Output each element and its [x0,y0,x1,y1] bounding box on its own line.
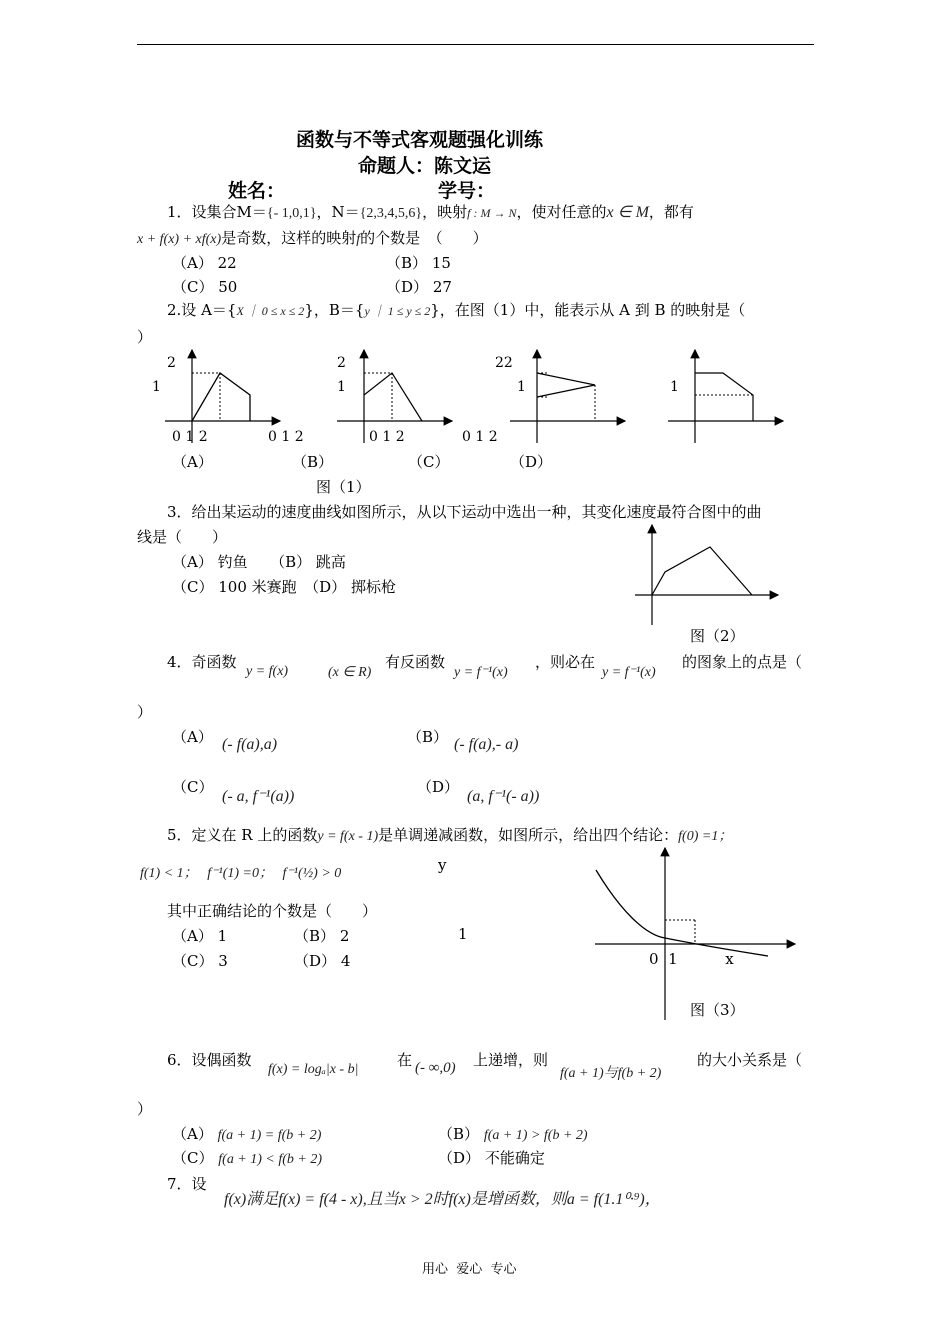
q4-close: ） [137,703,153,721]
option-value: 22 [217,254,237,272]
q5-pre: 5．定义在 R 上的函数 [167,826,318,844]
figure-1-caption: 图（1） [316,478,371,496]
q5-func: y = f(x - 1) [317,829,379,844]
q5-y-label: y [438,856,447,874]
q5-option-d [294,950,350,971]
name-label: 姓名： [228,180,286,202]
option-value: f(a + 1) = f(b + 2) [217,1128,322,1143]
graph-c-y1: 1 [517,379,526,395]
set-a: X ｜ 0 ≤ x ≤ 2 [236,304,305,318]
q5-graph-one: 1 [458,925,468,943]
option-value: 27 [432,278,452,296]
graph-c-y2: 22 [495,355,513,371]
graph-ab-between: 0 1 2 [268,429,304,445]
q6-compare: f(a + 1)与f(b + 2) [560,1066,662,1081]
q1-expr: x + f(x) + xf(x) [137,232,222,247]
graph-a-y1: 1 [152,379,161,395]
option-label: （B） [294,927,336,945]
fig1-label-b: （B） [292,453,334,471]
option-label: （B） [438,1125,480,1143]
option-value: 50 [218,278,238,296]
q2-close: ） [137,328,153,346]
q6-interval: (- ∞,0) [415,1060,456,1076]
q2-mid: }，B＝{ [304,301,365,319]
q5-c3: f⁻¹(1) =0； [207,866,273,881]
q5-c4: f⁻¹(½) > 0 [282,866,342,881]
graph-b-y2: 2 [337,355,346,371]
q1-line1 [167,201,694,222]
set-m-values: - 1,0,1 [273,206,310,221]
q5-c2: f(1) < 1； [140,866,198,881]
q6-close: ） [137,1100,153,1118]
option-label: （D） [294,952,337,970]
option-value: 15 [431,254,451,272]
option-value: 1 [217,927,228,945]
q1-f: f [356,232,361,247]
figure-1 [140,345,800,445]
q1-option-b [386,252,451,273]
option-label: （C） [172,1149,214,1167]
q4-pre: 4．奇函数 [167,653,237,671]
q6-post: 的大小关系是（ [697,1051,803,1069]
option-value: f(a + 1) < f(b + 2) [218,1152,323,1167]
q5-question: 其中正确结论的个数是（ ） [167,902,378,920]
option-label: （A） [172,1125,213,1143]
q5-graph-x: 0 1 x [649,950,734,968]
figure-3 [590,840,800,1025]
q4-f3: y = f⁻¹(x) [602,665,656,680]
q5-c1: f(0) =1； [678,829,733,844]
q5-option-a [172,925,227,946]
option-value: 2 [339,927,350,945]
set-b: y ｜ 1 ≤ y ≤ 2 [364,304,431,318]
option-value: 3 [218,952,228,970]
q4-post: 的图象上的点是（ [682,653,803,671]
q4-option-d-value: (a, f⁻¹(- a)) [467,788,540,805]
graph-a-y2: 2 [167,355,176,371]
q6-inc: 上递增，则 [473,1051,549,1069]
q6-option-d [438,1147,545,1168]
graph-d-y1: 1 [670,379,679,395]
q4-f1: y = f(x) [246,664,289,679]
graph-b-y1: 1 [337,379,346,395]
x-in-m: x ∈ M [606,204,649,221]
q6-option-b [438,1123,588,1144]
option-value: 不能确定 [484,1149,545,1167]
q4-f2: y = f⁻¹(x) [454,665,508,680]
option-label: （D） [438,1149,481,1167]
q3-line2: 线是（ ） [137,528,228,546]
q2-pre: 2.设 A＝{ [167,301,237,319]
graph-d [668,350,783,443]
q4-option-a-value: (- f(a),a) [222,736,278,753]
q1-option-c [172,276,237,297]
fig1-label-c: （C） [408,453,450,471]
q4-option-b-value: (- f(a),- a) [454,736,519,753]
option-label: （C） [172,278,214,296]
q4-line1 [167,651,237,672]
graph-a-x: 0 1 2 [172,429,208,445]
q5-option-c [172,950,228,971]
figure-2-caption: 图（2） [690,627,745,645]
q7-body: f(x)满足f(x) = f(4 - x),且当x > 2时f(x)是增函数，则a = f(1.1⁰·⁹)， [224,1191,661,1208]
q4-then: ，则必在 [535,653,596,671]
q4-option-a-label: （A） [172,728,213,746]
page-footer: 用心 爱心 专心 [422,1262,517,1277]
q4-option-b-label: （B） [407,728,449,746]
q6-func: f(x) = logₐ|x - b| [268,1062,359,1077]
graph-a [152,350,304,445]
q5-line2 [140,862,341,882]
q1-pre: 1．设集合M＝ [167,203,267,221]
set-n-values: 2,3,4,5,6 [366,206,416,221]
option-label: （B） [386,254,428,272]
fig1-label-d: （D） [510,453,553,471]
q3-options-cd: （C） 100 米赛跑 （D） 掷标枪 [172,578,396,596]
q4-domain: (x ∈ R) [328,665,372,680]
q5-post: 是单调递减函数，如图所示，给出四个结论： [378,826,679,844]
q1-n-eq: ，N＝ [316,203,360,221]
set-m: {- 1,0,1} [266,206,317,221]
q1-line2 [137,227,488,248]
q3-line1: 3．给出某运动的速度曲线如图所示，从以下运动中选出一种，其变化速度最符合图中的曲 [167,503,762,521]
graph-cd-between: 0 1 2 [462,429,498,445]
q1-any-text: ，使对任意的 [516,203,607,221]
q1-have-text: ，都有 [648,203,694,221]
q1-option-d [386,276,452,297]
figure-2 [630,520,780,630]
option-label: （A） [172,254,213,272]
option-label: （C） [172,952,214,970]
q4-option-d-label: （D） [417,778,460,796]
option-value: f(a + 1) > f(b + 2) [483,1128,588,1143]
figure-3-caption: 图（3） [690,1001,745,1019]
q6-option-c [172,1147,322,1168]
q1-map-text: ，映射 [422,203,468,221]
author-line: 命题人：陈文运 [358,155,492,177]
q3-options-ab: （A） 钓鱼 （B） 跳高 [172,553,346,571]
q2-post: }，在图（1）中，能表示从 A 到 B 的映射是（ [430,301,746,319]
option-value: 4 [340,952,351,970]
q1-option-a [172,252,237,273]
q4-option-c-label: （C） [172,778,214,796]
q4-mid: 有反函数 [385,653,446,671]
page-title: 函数与不等式客观题强化训练 [296,129,544,151]
graph-b-x: 0 1 2 [369,429,405,445]
q4-option-c-value: (- a, f⁻¹(a)) [222,788,295,805]
q7-pre: 7．设 [167,1175,207,1193]
graph-c [495,350,625,443]
set-n: {2,3,4,5,6} [359,206,423,221]
map-expr: f : M → N [467,206,517,220]
header-rule [137,44,814,45]
option-label: （A） [172,927,213,945]
q2-line1 [167,299,745,320]
q6-mid: 在 [397,1051,413,1069]
q6-option-a [172,1123,321,1144]
option-label: （D） [386,278,429,296]
id-label: 学号： [438,180,496,202]
q6-pre: 6．设偶函数 [167,1051,252,1069]
graph-b [337,350,498,445]
q1-line2-post: 是奇数，这样的映射 [221,229,357,247]
q1-count-text: 的个数是 （ ） [360,229,488,247]
q5-option-b [294,925,349,946]
fig1-label-a: （A） [172,453,213,471]
